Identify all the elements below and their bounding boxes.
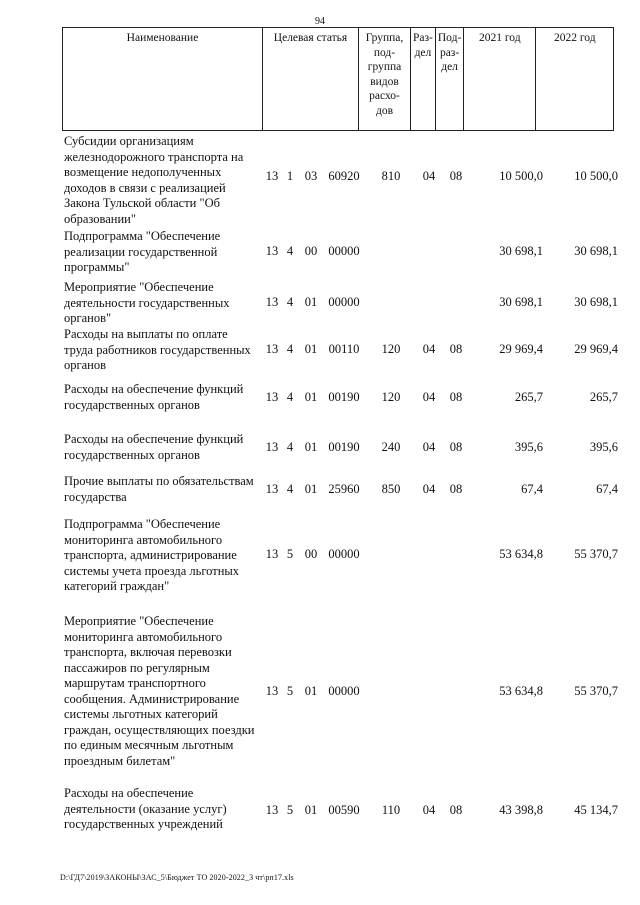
row-name-line: программы": [64, 260, 130, 274]
value-2021: 30 698,1: [499, 295, 543, 309]
row-name: [64, 474, 264, 505]
row-name-line: Субсидии организациям: [64, 134, 194, 148]
row-name-line: доходов в связи с реализацией: [64, 180, 226, 195]
target-code-2: 4: [286, 244, 294, 258]
value-2022: 395,6: [589, 440, 618, 454]
group-code: 120: [381, 342, 401, 356]
target-code-1: 13: [265, 482, 279, 496]
value-2022: 55 370,7: [574, 547, 618, 561]
value-2022: 30 698,1: [574, 244, 618, 258]
target-code-4: 00000: [328, 684, 360, 698]
group-code: 110: [381, 803, 401, 817]
section-code: 04: [422, 803, 436, 817]
row-name-line: Прочие выплаты по обязательствам: [64, 474, 254, 488]
row-name: [64, 382, 264, 413]
header-group-lines: [361, 31, 408, 118]
target-code-2: 4: [286, 482, 294, 496]
row-name-line: Мероприятие "Обеспечение: [64, 280, 214, 294]
row-name-line: труда работников государственных: [64, 342, 251, 357]
target-code-4: 00000: [328, 295, 360, 309]
row-name-line: Подпрограмма "Обеспечение: [64, 229, 221, 243]
target-code-4: 00110: [328, 342, 360, 356]
target-code-2: 4: [286, 295, 294, 309]
row-name-line: реализации государственной: [64, 244, 218, 259]
row-name: [64, 134, 264, 227]
target-code-1: 13: [265, 169, 279, 183]
subsection-code: 08: [449, 390, 463, 404]
target-code-3: 01: [304, 684, 318, 698]
value-2022: 10 500,0: [574, 169, 618, 183]
row-name: [64, 327, 264, 374]
target-code-4: 60920: [328, 169, 360, 183]
header-line: дов: [375, 104, 394, 117]
header-target-article: Целевая статья: [263, 28, 359, 131]
row-name-line: органов: [64, 358, 107, 372]
target-code-3: 01: [304, 390, 318, 404]
target-code-1: 13: [265, 547, 279, 561]
target-code-4: 00190: [328, 440, 360, 454]
subsection-code: 08: [449, 440, 463, 454]
row-name-line: железнодорожного транспорта на: [64, 149, 244, 164]
value-2021: 67,4: [521, 482, 543, 496]
header-year-2021: 2021 год: [464, 28, 536, 131]
row-name-line: Расходы на обеспечение функций: [64, 432, 244, 446]
target-code-3: 00: [304, 547, 318, 561]
header-subsection-lines: [438, 31, 461, 75]
target-code-4: 00000: [328, 244, 360, 258]
target-code-1: 13: [265, 684, 279, 698]
value-2021: 53 634,8: [499, 684, 543, 698]
target-code-3: 03: [304, 169, 318, 183]
target-code-2: 5: [286, 547, 294, 561]
row-name: [64, 229, 264, 276]
row-name-line: Расходы на выплаты по оплате: [64, 327, 228, 341]
subsection-code: 08: [449, 803, 463, 817]
row-name-line: пассажиров по регулярным: [64, 660, 210, 675]
target-code-2: 5: [286, 803, 294, 817]
file-path-footer: D:\ГД7\2019\ЗАКОНЫ\ЗАС_5\Бюджет ТО 2020-2022_3 чт\рп17.xls: [60, 873, 294, 882]
value-2021: 10 500,0: [499, 169, 543, 183]
row-name-line: Мероприятие "Обеспечение: [64, 614, 214, 628]
value-2022: 29 969,4: [574, 342, 618, 356]
target-code-1: 13: [265, 244, 279, 258]
header-line: расхо-: [369, 90, 400, 102]
header-line: Группа,: [365, 32, 404, 44]
header-line: видов: [370, 75, 399, 88]
target-code-2: 1: [286, 169, 294, 183]
row-name-line: государственных учреждений: [64, 817, 223, 831]
value-2022: 67,4: [596, 482, 618, 496]
target-code-2: 4: [286, 342, 294, 356]
value-2021: 53 634,8: [499, 547, 543, 561]
row-name-line: государственных органов: [64, 447, 200, 462]
row-name-line: категорий граждан": [64, 579, 170, 593]
row-name: [64, 517, 264, 595]
page-number: 94: [315, 16, 325, 27]
value-2021: 265,7: [514, 390, 543, 404]
target-code-3: 01: [304, 342, 318, 356]
row-name-line: образовании": [64, 211, 136, 226]
header-group: [359, 28, 411, 131]
row-name-line: органов": [64, 311, 112, 325]
header-section: [411, 28, 436, 131]
row-name-line: Расходы на обеспечение функций: [64, 382, 244, 396]
target-code-4: 00590: [328, 803, 360, 817]
target-code-1: 13: [265, 803, 279, 817]
subsection-code: 08: [449, 342, 463, 356]
target-code-3: 01: [304, 482, 318, 496]
value-2021: 29 969,4: [499, 342, 543, 356]
row-name-line: системы льготных категорий: [64, 707, 218, 721]
target-code-1: 13: [265, 440, 279, 454]
group-code: 120: [381, 390, 401, 404]
value-2022: 30 698,1: [574, 295, 618, 309]
row-name-line: государственных органов: [64, 397, 200, 412]
group-code: 850: [381, 482, 401, 496]
section-code: 04: [422, 390, 436, 404]
section-code: 04: [422, 342, 436, 356]
row-name-line: мониторинга автомобильного: [64, 532, 223, 547]
value-2021: 395,6: [514, 440, 543, 454]
header-line: группа: [367, 61, 402, 73]
section-code: 04: [422, 440, 436, 454]
section-code: 04: [422, 482, 436, 496]
target-code-3: 00: [304, 244, 318, 258]
header-line: дел: [441, 61, 458, 73]
row-name-line: транспорта, включая перевозки: [64, 645, 232, 659]
header-line: дел: [414, 46, 432, 59]
row-name: [64, 614, 264, 769]
target-code-2: 4: [286, 390, 294, 404]
target-code-1: 13: [265, 390, 279, 404]
row-name-line: транспорта, администрирование: [64, 548, 237, 562]
header-line: под-: [373, 46, 396, 59]
row-name: [64, 280, 264, 327]
target-code-2: 4: [286, 440, 294, 454]
row-name-line: проездным билетам": [64, 753, 176, 768]
target-code-4: 25960: [328, 482, 360, 496]
row-name-line: системы учета проезда льготных: [64, 563, 240, 578]
section-code: 04: [422, 169, 436, 183]
header-year-2022: 2022 год: [536, 28, 614, 131]
value-2022: 55 370,7: [574, 684, 618, 698]
target-code-3: 01: [304, 440, 318, 454]
target-code-4: 00190: [328, 390, 360, 404]
value-2021: 30 698,1: [499, 244, 543, 258]
header-line: Под-: [437, 32, 462, 44]
group-code: 810: [381, 169, 401, 183]
value-2021: 43 398,8: [499, 803, 543, 817]
row-name-line: маршрутам транспортного: [64, 676, 206, 690]
row-name-line: Расходы на обеспечение: [64, 786, 194, 800]
header-line: раз-: [439, 46, 460, 59]
target-code-1: 13: [265, 342, 279, 356]
group-code: 240: [381, 440, 401, 454]
target-code-2: 5: [286, 684, 294, 698]
subsection-code: 08: [449, 482, 463, 496]
row-name-line: сообщения. Администрирование: [64, 691, 240, 706]
header-name: Наименование: [63, 28, 263, 131]
row-name-line: деятельности государственных: [64, 295, 230, 310]
row-name-line: мониторинга автомобильного: [64, 629, 223, 644]
row-name-line: государства: [64, 489, 127, 504]
row-name: [64, 786, 264, 833]
table-header: [62, 27, 614, 131]
row-name-line: деятельности (оказание услуг): [64, 801, 227, 816]
target-code-1: 13: [265, 295, 279, 309]
row-name-line: Подпрограмма "Обеспечение: [64, 517, 221, 531]
target-code-4: 00000: [328, 547, 360, 561]
value-2022: 265,7: [589, 390, 618, 404]
row-name: [64, 432, 264, 463]
subsection-code: 08: [449, 169, 463, 183]
target-code-3: 01: [304, 295, 318, 309]
header-section-lines: [413, 31, 433, 60]
row-name-line: возмещение недополученных: [64, 165, 222, 179]
header-line: Раз-: [413, 32, 433, 44]
value-2022: 45 134,7: [574, 803, 618, 817]
row-name-line: Закона Тульской области "Об: [64, 196, 220, 210]
row-name-line: граждан, осуществляющих поездки: [64, 722, 255, 737]
row-name-line: по единым месячным льготным: [64, 738, 234, 752]
target-code-3: 01: [304, 803, 318, 817]
header-subsection: [435, 28, 463, 131]
